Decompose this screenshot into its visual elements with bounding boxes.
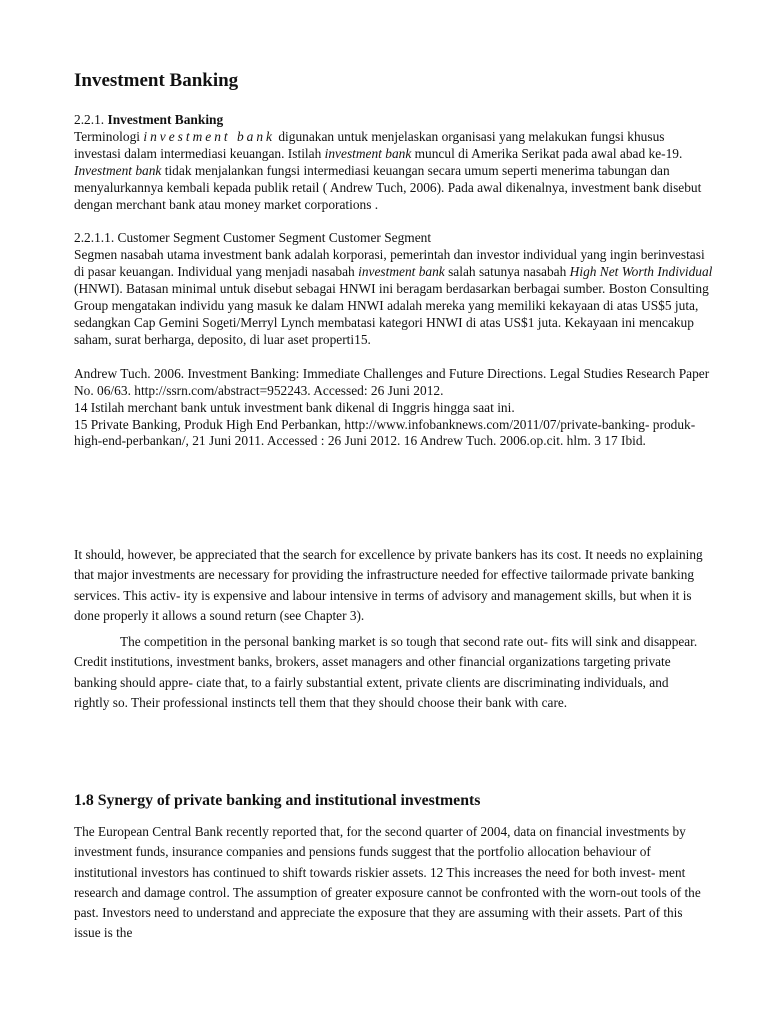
section-investment-banking-id [74,112,714,450]
paragraph [74,129,714,214]
reference: Andrew Tuch. 2006. Investment Banking: Immediate Challenges and Future Directions. Legal Studies Research Paper No. 06/63. http://ssrn.com/abstract=952243. Accessed: 26 Juni 2012. [74,365,710,398]
term-italic: investment bank [358,264,445,280]
document-heading: Investment Banking [74,70,239,91]
section-synergy [74,822,706,944]
paragraph: The European Central Bank recently reported that, for the second quarter of 2004, data on financial investments by investment funds, insurance companies and pensions funds suggest that the portfolio allocation behaviour of institutional investors has continued to shift towards riskier assets. 12 This increases the need for both invest- ment research and damage control. The assumption of greater exposure cannot be confronted with the worn-out tools of the past. Investors need to understand and appreciate the exposure that they are assuming with their assets. Part of this issue is the [74,824,701,941]
footnote: 14 Istilah merchant bank untuk investment bank dikenal di Inggris hingga saat ini. [74,399,515,415]
term-italic: High Net Worth Individual [569,264,713,280]
term-italic: Investment bank [74,162,162,178]
paragraph: The competition in the personal banking market is so tough that second rate out- fits will sink and disappear. Credit institutions, investment banks, brokers, asset managers and other financial organizations targeting private banking should appre- ciate that, to a fairly substantial extent, private clients are discriminating individuals, and rightly so. Their professional instincts tell them that they should choose their bank with care. [74,634,698,711]
section-heading: 1.8 Synergy of private banking and institutional investments [74,792,481,809]
section-title [74,112,714,129]
term-italic: investment bank [324,145,412,161]
text-run: (HNWI). Batasan minimal untuk disebut sebagai HNWI ini beragam berdasarkan berbagai sumber. Boston Consulting Group mengatakan individu yang masuk ke dalam HNWI adalah mereka yang memiliki kekayaan di atas US$5 juta, sedangkan Cap Gemini Sogeti/Merryl Lynch membatasi kategori HNWI di atas US$1 juta. Kekayaan ini mencakup saham, surat berharga, deposito, di luar aset properti15. [74,281,709,347]
section-number: 2.2.1. [74,112,108,127]
text-run: tidak menjalankan fungsi intermediasi keuangan secara umum seperti menerima tabungan dan menyalurkannya kembali kepada publik retail ( Andrew Tuch, 2006). Pada awal dikenalnya, investment bank disebut dengan merchant bank atau money market corporations . [74,162,702,212]
text-run: muncul di Amerika Serikat pada awal abad ke-19. [411,145,683,161]
section-title-text: Investment Banking [107,112,224,127]
paragraph [74,247,714,348]
text-run: Segmen nasabah utama investment bank adalah korporasi, pemerintah dan investor individual yang ingin berinvestasi di pasar keuangan. Individual yang menjadi nasabah [74,247,705,280]
text-run: digunakan untuk menjelaskan organisasi yang melakukan fungsi khusus investasi dalam intermediasi keuangan. Istilah [74,128,665,161]
paragraph: It should, however, be appreciated that the search for excellence by private bankers has its cost. It needs no explaining that major investments are necessary for providing the infrastructure needed for effective tailormade private banking services. This activ- ity is expensive and labour intensive in terms of advisory and management skills, but when it is done properly it allows a sound return (see Chapter 3). [74,547,703,623]
term-italic: investment bank [143,128,275,144]
subsection-title: 2.2.1.1. Customer Segment Customer Segment Customer Segment [74,230,432,246]
text-run: Terminologi [74,128,144,144]
section-english-text [74,545,706,713]
footnote: 15 Private Banking, Produk High End Perbankan, http://www.infobanknews.com/2011/07/private-banking- produk-high-end-perbankan/, 21 Juni 2011. Accessed : 26 Juni 2012. 16 Andrew Tuch. 2006.op.cit. hlm. 3 17 Ibid. [74,416,696,449]
text-run: salah satunya nasabah [444,264,570,280]
